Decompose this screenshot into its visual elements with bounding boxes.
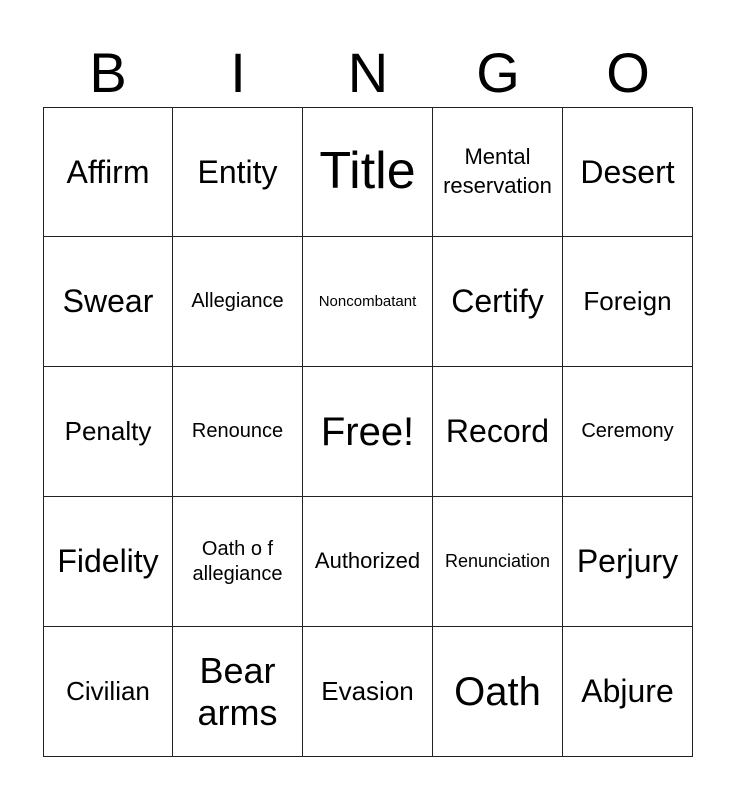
header-letter-i: I <box>230 41 246 104</box>
bingo-cell[interactable]: Abjure <box>563 627 693 757</box>
bingo-cell[interactable]: Bear arms <box>173 627 303 757</box>
bingo-cell[interactable]: Noncombatant <box>303 237 433 367</box>
bingo-cell[interactable]: Civilian <box>43 627 173 757</box>
bingo-cell[interactable]: Title <box>303 107 433 237</box>
bingo-cell[interactable]: Certify <box>433 237 563 367</box>
bingo-cell[interactable]: Evasion <box>303 627 433 757</box>
header-letter-o: O <box>606 41 650 104</box>
bingo-cell[interactable]: Authorized <box>303 497 433 627</box>
bingo-cell[interactable]: Record <box>433 367 563 497</box>
bingo-cell[interactable]: Affirm <box>43 107 173 237</box>
header-letter-n: N <box>347 41 389 104</box>
bingo-board <box>43 107 693 757</box>
bingo-cell[interactable]: Oath o f allegiance <box>173 497 303 627</box>
bingo-cell[interactable]: Allegiance <box>173 237 303 367</box>
bingo-cell[interactable]: Swear <box>43 237 173 367</box>
bingo-cell[interactable]: Penalty <box>43 367 173 497</box>
bingo-cell[interactable]: Perjury <box>563 497 693 627</box>
free-space-cell[interactable]: Free! <box>303 367 433 497</box>
bingo-cell[interactable]: Fidelity <box>43 497 173 627</box>
header-letter-b: B <box>89 41 127 104</box>
bingo-cell[interactable]: Desert <box>563 107 693 237</box>
bingo-cell[interactable]: Foreign <box>563 237 693 367</box>
bingo-cell[interactable]: Renounce <box>173 367 303 497</box>
bingo-header <box>43 38 693 108</box>
bingo-cell[interactable]: Entity <box>173 107 303 237</box>
bingo-cell[interactable]: Ceremony <box>563 367 693 497</box>
bingo-cell[interactable]: Renunciation <box>433 497 563 627</box>
bingo-cell[interactable]: Mental reservation <box>433 107 563 237</box>
bingo-cell[interactable]: Oath <box>433 627 563 757</box>
header-letter-g: G <box>476 41 520 104</box>
